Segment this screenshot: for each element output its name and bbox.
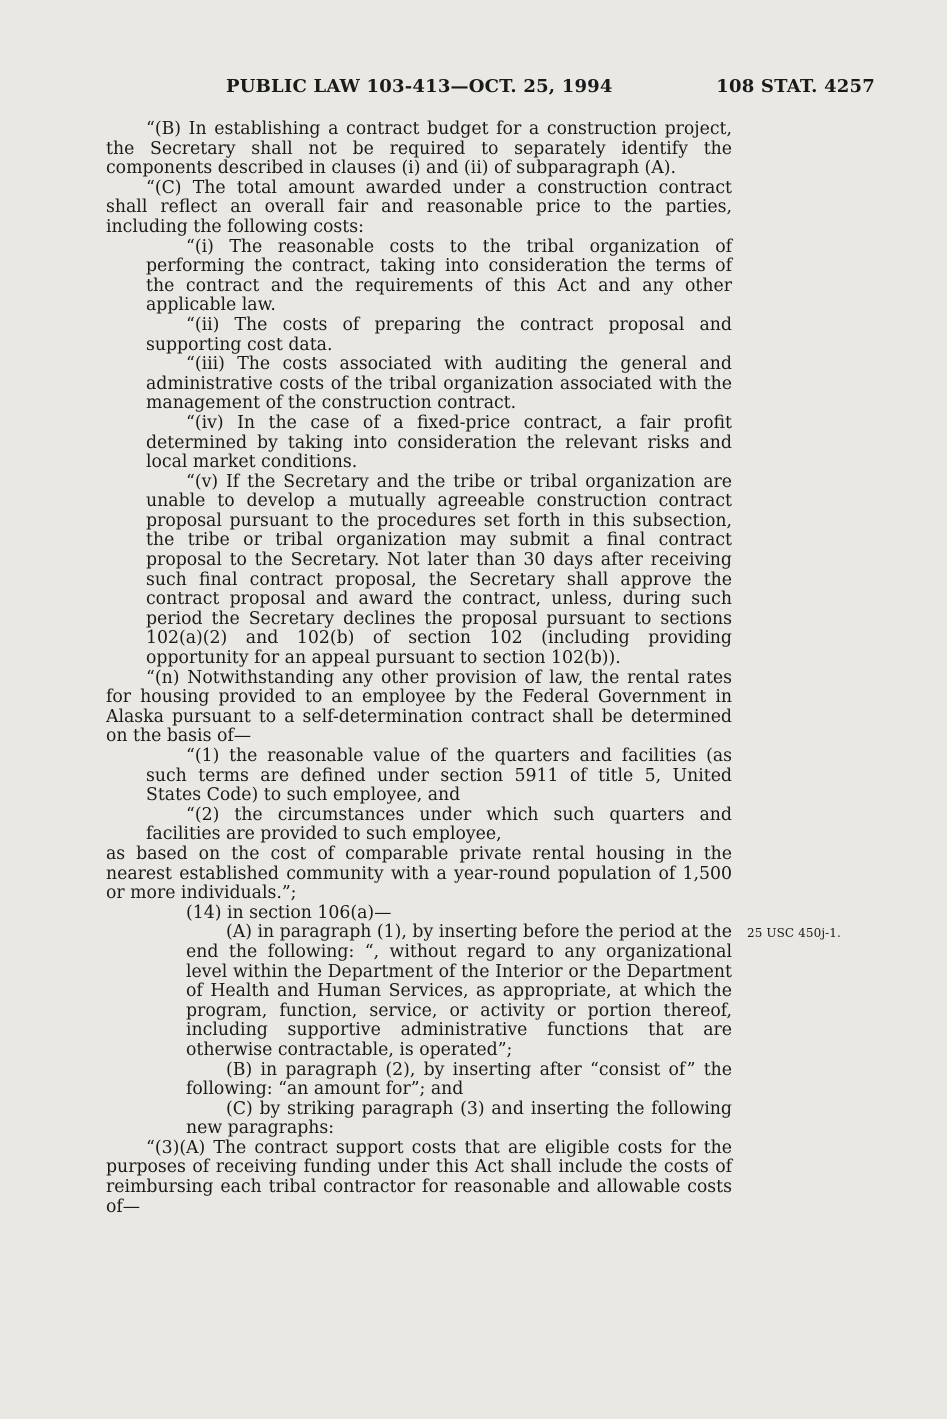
paragraph: “(B) In establishing a contract budget for a construction project, the Secretary shall not be required to separately identify the components described in clauses (i) and (ii) of subparagraph (A).: [106, 119, 732, 179]
paragraph: “(1) the reasonable value of the quarters and facilities (as such terms are defined under section 5911 of title 5, United States Code) to such employee, and: [146, 746, 732, 806]
paragraph: “(C) The total amount awarded under a construction contract shall reflect an overall fair and reasonable price to the parties, including the following costs:: [106, 177, 732, 237]
paragraph: “(i) The reasonable costs to the tribal organization of performing the contract, taking into consideration the terms of the contract and the requirements of this Act and any other applicable law.: [146, 236, 732, 316]
paragraph: “(3)(A) The contract support costs that are eligible costs for the purposes of receiving funding under this Act shall include the costs of reimbursing each tribal contractor for reasonable and allowable costs of—: [106, 1137, 732, 1217]
paragraph: “(v) If the Secretary and the tribe or tribal organization are unable to develop a mutually agreeable construction contract proposal pursuant to the procedures set forth in this subsection, the tribe or tribal organization may submit a final contract proposal to the Secretary. Not later than 30 days after receiving such final contract proposal, the Secretary shall approve the contract proposal and award the contract, unless, during such period the Secretary declines the proposal pursuant to sections 102(a)(2) and 102(b) of section 102 (including providing opportunity for an appeal pursuant to section 102(b)).: [146, 471, 732, 669]
running-header: [100, 76, 875, 102]
paragraph: (B) in paragraph (2), by inserting after “consist of” the following: “an amount for”; and: [186, 1059, 732, 1100]
paragraph: (C) by striking paragraph (3) and inserting the following new paragraphs:: [186, 1098, 732, 1139]
paragraph: (14) in section 106(a)—: [186, 902, 392, 923]
paragraph: “(ii) The costs of preparing the contract proposal and supporting cost data.: [146, 314, 732, 355]
margin-note: 25 USC 450j-1.: [747, 926, 841, 940]
paragraph: (A) in paragraph (1), by inserting before the period at the end the following: “, without regard to any organizational level within the Department of the Interior or the Department of Health and Human Services, as appropriate, at which the program, function, service, or activity or portion thereof, including supportive administrative functions that are otherwise contractable, is operated”;: [186, 922, 732, 1060]
body-text: [106, 120, 732, 1217]
paragraph: “(n) Notwithstanding any other provision of law, the rental rates for housing provided to an employee by the Federal Government in Alaska pursuant to a self-determination contract shall be determined on the basis of—: [106, 667, 732, 747]
paragraph: “(2) the circumstances under which such quarters and facilities are provided to such employee,: [146, 804, 732, 845]
paragraph: as based on the cost of comparable private rental housing in the nearest established community with a year-round population of 1,500 or more individuals.”;: [106, 843, 732, 904]
header-page-ref: 108 STAT. 4257: [716, 76, 875, 97]
header-title: PUBLIC LAW 103-413—OCT. 25, 1994: [226, 76, 613, 97]
paragraph: “(iv) In the case of a fixed-price contract, a fair profit determined by taking into consideration the relevant risks and local market conditions.: [146, 412, 732, 473]
paragraph: “(iii) The costs associated with auditing the general and administrative costs of the tribal organization associated with the management of the construction contract.: [146, 354, 732, 414]
